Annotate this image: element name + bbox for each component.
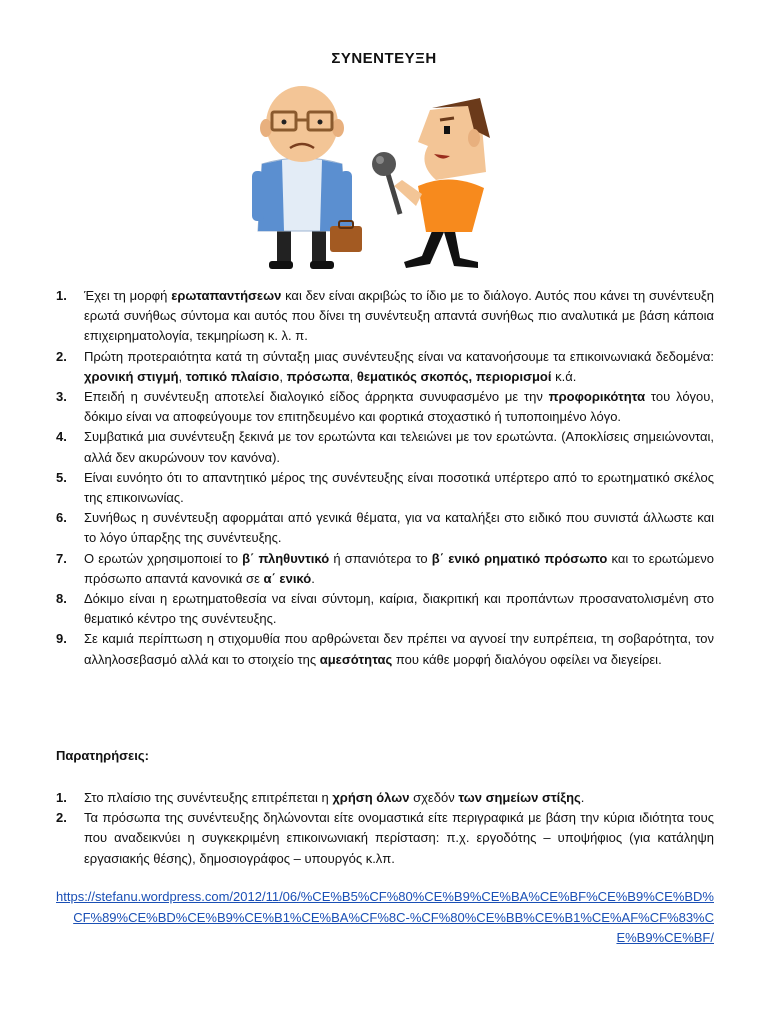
list-item-text: Έχει τη μορφή [84,288,172,303]
interviewee-figure [252,86,362,269]
list-item-emphasis: θεματικός σκοπός, περιορισμοί [356,368,552,384]
list-item [56,508,714,548]
list-item-text: και δεν είναι ακριβώς το ίδιο με το διάλογο. Αυτός που κάνει τη συνέντευξη ερωτά συνήθως σύντομα και αυτός που δίνει τη συνέντευξη απαντά συνήθως πιο αναλυτικά με βάση κάποια επιχειρηματολογία, τεκμηρίωση κ. λ. π. [84,288,714,344]
list-item-text: , [178,368,186,384]
list-item-number: 2. [56,348,67,364]
list-item [56,589,714,629]
list-item-number: 9. [56,631,67,647]
list-item [56,808,714,869]
list-item-text: Είναι ευνόητο ότι το απαντητικό μέρος της συνέντευξης είναι ποσοτικά υπέρτερο από το ερωτηματικό σκέλος της επικοινωνίας. [84,469,714,506]
list-item-text: Συνήθως η συνέντευξη αφορμάται από γενικά θέματα, για να καταλήξει στο ειδικό που συνιστά άλλωστε και το λόγο ύπαρξης της συνέντευξης. [84,510,714,546]
list-item-text: Ο ερωτών χρησιμοποιεί το [84,550,243,566]
source-link[interactable]: https://stefanu.wordpress.com/2012/11/06/%CE%B5%CF%80%CE%B9%CE%BA%CE%BF%CE%B9%CE%BD%CF%89%CE%BD%CE%B9%CE%B1%CE%BA%CF%8C-%CF%80%CE%BB%CE%B1%CE%AF%CF%83%CE%B9%CE%BF/ [56,889,714,945]
interview-cartoon-image [222,76,548,274]
list-item-text: Επειδή η συνέντευξη αποτελεί διαλογικό είδος άρρηκτα συνυφασμένο με την [84,389,549,405]
list-item-emphasis: β΄ πληθυντικό [242,550,330,566]
list-item [56,427,714,467]
list-item-text: . [580,790,585,805]
list-item-emphasis: α΄ ενικό [263,570,312,586]
list-item [56,468,714,508]
list-item [56,347,714,387]
list-item-number: 8. [56,591,67,607]
list-item-text: Πρώτη προτεραιότητα κατά τη σύνταξη μιας συνέντευξης είναι να κατανοήσουμε τα επικοινωνιακά δεδομένα: [84,348,714,364]
list-item-text: . [311,570,315,586]
list-item-text: Τα πρόσωπα της συνέντευξης δηλώνονται είτε ονομαστικά είτε περιγραφικά με βάση την κύρια ιδιότητα τους που αναδεικνύει η συγκεκριμένη επικοινωνιακή περίσταση: π.χ. εργοδότης – υποψήφιος (για κατάληψη εργασιακής θέσης), δημοσιογράφος – υπουργός κ.λπ. [84,810,714,866]
list-item-text: , [349,368,357,384]
list-item [56,549,714,589]
list-item-text: Συμβατικά μια συνέντευξη ξεκινά με τον ερωτώντα και τελειώνει με τον ερωτώντα. (Αποκλίσεις σημειώνονται, αλλά δεν ακυρώνουν τον κανόνα). [84,429,714,465]
list-item-emphasis: χρήση όλων [332,790,410,805]
list-item-text: κ.ά. [551,368,577,384]
list-item [56,387,714,427]
list-item-number: 7. [56,550,67,566]
list-item-emphasis: τοπικό πλαίσιο [185,368,280,384]
list-item-text: Σε καμιά περίπτωση η στιχομυθία που αρθρώνεται δεν πρέπει να αγνοεί την ευπρέπεια, τη σοβαρότητα, τον αλληλοσεβασμό αλλά και το στοιχείο της [84,631,714,667]
list-item-text: Δόκιμο είναι η ερωτηματοθεσία να είναι σύντομη, καίρια, διακριτική και προπάντων προσανατολισμένη στο θεματικό κέντρο της συνέντευξης. [84,591,714,627]
list-item-number: 6. [56,510,67,526]
notes-heading: Παρατηρήσεις: [56,748,149,763]
list-item-emphasis: ερωταπαντήσεων [171,288,282,303]
notes-list [56,788,714,869]
list-item-emphasis: αμεσότητας [319,651,393,667]
list-item-emphasis: προφορικότητα [548,389,646,405]
list-item [56,629,714,669]
list-item-text: Στο πλαίσιο της συνέντευξης επιτρέπεται η [84,790,333,805]
list-item-text: που κάθε μορφή διαλόγου οφείλει να διεγείρει. [392,651,662,667]
list-item-text: του λόγου, δόκιμο είναι να αποφεύγουμε τον επιτηδευμένο και φορτικά στοχαστικό ή τυποποιημένο λόγο. [84,389,715,425]
list-item-text: , [279,368,287,384]
list-item-number: 4. [56,429,67,445]
interviewer-figure [372,98,490,268]
list-item-text: ή σπανιότερα το [329,550,432,566]
list-item-emphasis: πρόσωπα [286,368,350,384]
list-item-number: 3. [56,389,67,405]
interview-rules-list [56,286,714,670]
list-item-emphasis: των σημείων στίξης [458,790,581,805]
list-item [56,286,714,347]
interview-illustration [222,76,548,274]
list-item-text: και το ερωτώμενο πρόσωπο απαντά κανονικά σε [84,550,715,586]
list-item-number: 1. [56,288,67,303]
page-title: ΣΥΝΕΝΤΕΥΞΗ [331,50,437,67]
list-item-number: 5. [56,469,67,485]
list-item-emphasis: χρονική στιγμή [84,368,179,384]
list-item-text: σχεδόν [409,790,459,805]
list-item-number: 1. [56,790,67,805]
list-item-number: 2. [56,810,67,826]
list-item [56,788,714,808]
list-item-emphasis: β΄ ενικό ρηματικό πρόσωπο [431,550,608,566]
